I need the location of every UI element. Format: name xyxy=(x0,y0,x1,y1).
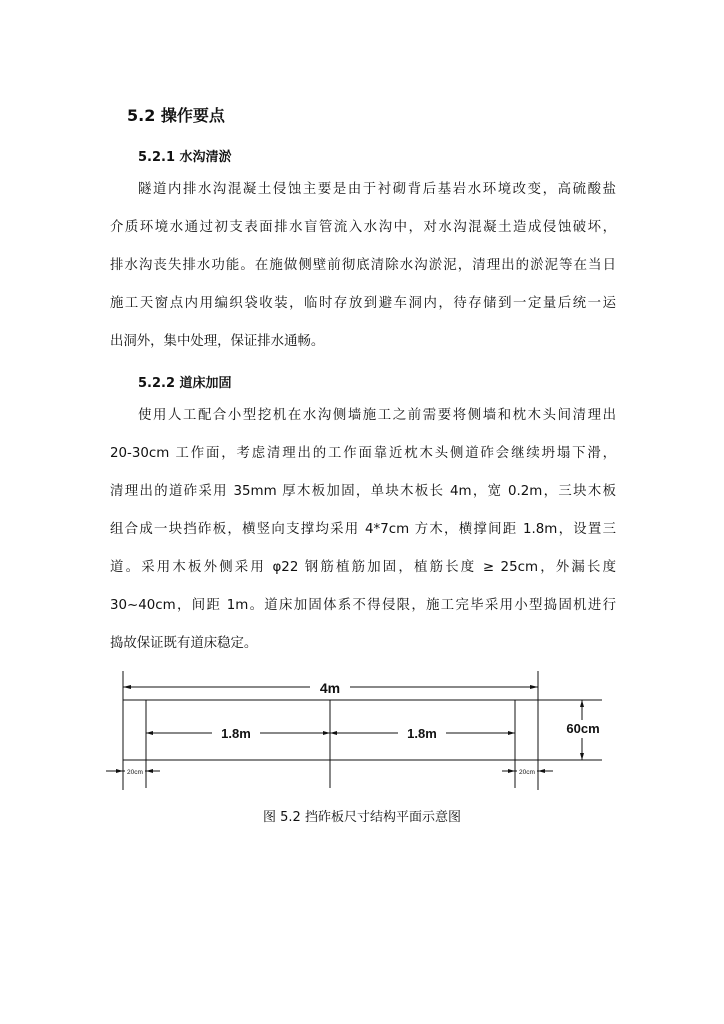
paragraph-line: 组合成一块挡砟板，横竖向支撑均采用 4*7cm 方木，横撑间距 1.8m，设置三 xyxy=(110,522,616,537)
paragraph-line: 施工天窗点内用编织袋收装，临时存放到避车洞内，待存储到一定量后统一运 xyxy=(110,296,616,311)
subsection-title-bed-reinforcement: 5.2.2 道床加固 xyxy=(138,376,232,391)
subsection-title-ditch-cleaning: 5.2.1 水沟清淤 xyxy=(138,150,232,165)
baffle-board-diagram xyxy=(0,665,724,805)
paragraph-line: 隧道内排水沟混凝土侵蚀主要是由于衬砌背后基岩水环境改变，高硫酸盐 xyxy=(138,182,616,197)
arrow-icon xyxy=(580,753,584,760)
arrow-icon xyxy=(323,731,330,735)
label-edge-left: 20cm xyxy=(127,769,143,776)
label-span-left: 1.8m xyxy=(221,726,251,741)
arrow-icon xyxy=(508,731,515,735)
paragraph-line: 清理出的道砟采用 35mm 厚木板加固，单块木板长 4m，宽 0.2m，三块木板 xyxy=(110,484,616,499)
paragraph-bed-reinforcement xyxy=(110,397,616,663)
paragraph-line: 捣故保证既有道床稳定。 xyxy=(110,636,258,651)
arrow-icon xyxy=(530,685,538,689)
section-title: 5.2 操作要点 xyxy=(127,106,225,125)
label-total-length: 4m xyxy=(319,680,341,696)
arrow-icon xyxy=(330,731,337,735)
paragraph-ditch-cleaning xyxy=(110,171,616,361)
arrow-icon xyxy=(508,769,515,773)
paragraph-line: 介质环境水通过初支表面排水盲管流入水沟中，对水沟混凝土造成侵蚀破坏， xyxy=(110,220,616,235)
figure-caption: 图 5.2 挡砟板尺寸结构平面示意图 xyxy=(263,810,461,825)
arrow-icon xyxy=(538,769,545,773)
arrow-icon xyxy=(146,769,153,773)
paragraph-line: 20-30cm 工作面，考虑清理出的工作面靠近枕木头侧道砟会继续坍塌下滑， xyxy=(110,446,616,461)
label-edge-right: 20cm xyxy=(519,769,535,776)
paragraph-line: 出洞外，集中处理，保证排水通畅。 xyxy=(110,334,325,349)
paragraph-line: 道。采用木板外侧采用 φ22 钢筋植筋加固，植筋长度 ≥ 25cm，外漏长度 xyxy=(110,560,616,575)
arrow-icon xyxy=(580,700,584,707)
label-span-right: 1.8m xyxy=(407,726,437,741)
paragraph-line: 使用人工配合小型挖机在水沟侧墙施工之前需要将侧墙和枕木头间清理出 xyxy=(138,408,616,423)
arrow-icon xyxy=(123,685,131,689)
arrow-icon xyxy=(116,769,123,773)
paragraph-line: 30~40cm，间距 1m。道床加固体系不得侵限，施工完毕采用小型捣固机进行 xyxy=(110,598,616,613)
paragraph-line: 排水沟丧失排水功能。在施做侧壁前彻底清除水沟淤泥，清理出的淤泥等在当日 xyxy=(110,258,616,273)
label-height: 60cm xyxy=(566,721,600,736)
arrow-icon xyxy=(146,731,153,735)
